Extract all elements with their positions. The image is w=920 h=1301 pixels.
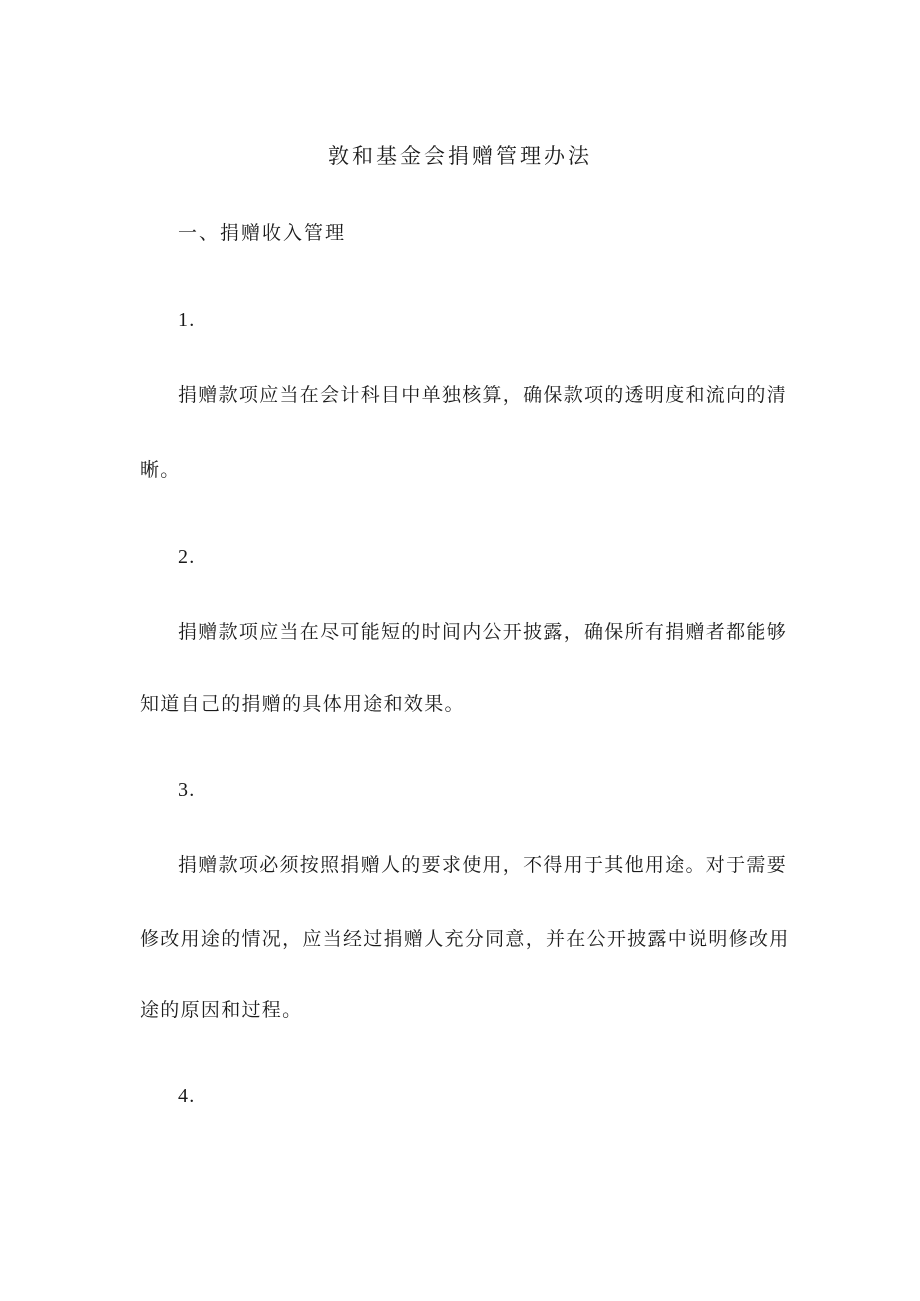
item-number: 4. <box>178 1085 196 1107</box>
paragraph-line: 捐赠款项应当在尽可能短的时间内公开披露，确保所有捐赠者都能够 <box>178 621 788 643</box>
item-number: 3. <box>178 779 196 801</box>
section-heading: 一、捐赠收入管理 <box>178 222 347 244</box>
document-title: 敦和基金会捐赠管理办法 <box>328 144 592 168</box>
item-number: 2. <box>178 546 196 568</box>
paragraph-line: 修改用途的情况，应当经过捐赠人充分同意，并在公开披露中说明修改用 <box>140 928 790 950</box>
paragraph-line: 捐赠款项应当在会计科目中单独核算，确保款项的透明度和流向的清 <box>178 384 788 406</box>
paragraph-line: 晰。 <box>140 459 181 481</box>
paragraph-line: 知道自己的捐赠的具体用途和效果。 <box>140 693 465 715</box>
item-number: 1. <box>178 309 196 331</box>
paragraph-line: 捐赠款项必须按照捐赠人的要求使用，不得用于其他用途。对于需要 <box>178 854 788 876</box>
paragraph-line: 途的原因和过程。 <box>140 999 303 1021</box>
